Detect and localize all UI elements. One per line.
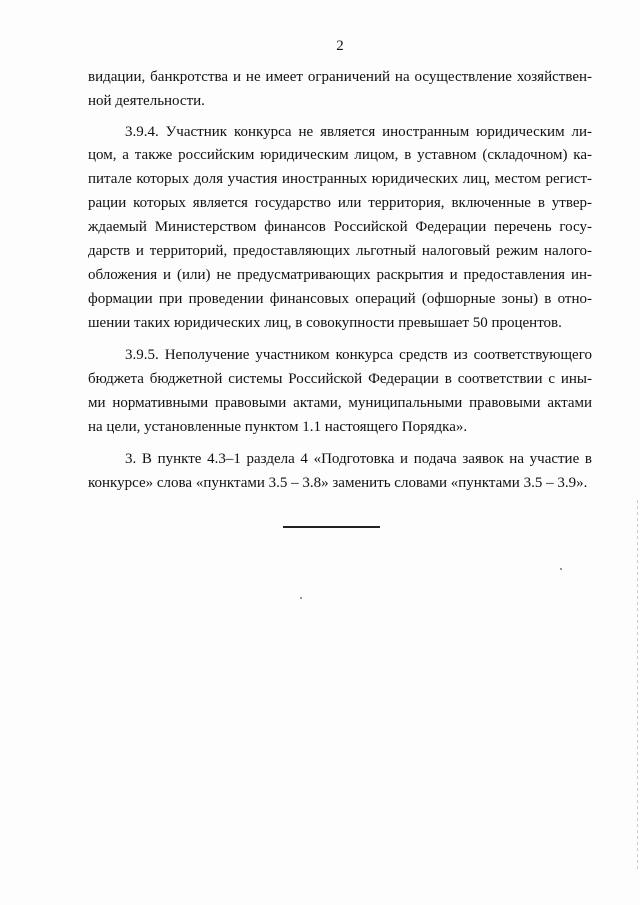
text-line: 3.9.4. Участник конкурса не является иностранным юридическим ли- bbox=[125, 124, 592, 140]
text-line: ми нормативными правовыми актами, муниципальными правовыми актами bbox=[88, 395, 592, 411]
separator-line bbox=[283, 526, 380, 528]
text-line: дарств и территорий, предоставляющих льготный налоговый режим налого- bbox=[88, 243, 592, 259]
text-line: питале которых доля участия иностранных юридических лиц, местом регист- bbox=[88, 171, 592, 187]
scan-speck bbox=[560, 568, 562, 570]
text-line: бюджета бюджетной системы Российской Федерации в соответствии с ины- bbox=[88, 371, 592, 387]
scan-speck bbox=[300, 597, 302, 599]
text-line: шении таких юридических лиц, в совокупности превышает 50 процентов. bbox=[88, 315, 562, 331]
text-line: 3. В пункте 4.3–1 раздела 4 «Подготовка и подача заявок на участие в bbox=[125, 451, 592, 467]
text-line: конкурсе» слова «пунктами 3.5 – 3.8» заменить словами «пунктами 3.5 – 3.9». bbox=[88, 475, 588, 491]
text-line: цом, а также российским юридическим лицом, в уставном (складочном) ка- bbox=[88, 147, 592, 163]
text-line: видации, банкротства и не имеет ограничений на осуществление хозяйствен- bbox=[88, 69, 592, 85]
text-line: рации которых является государство или территория, включенные в утвер- bbox=[88, 195, 592, 211]
text-line: 3.9.5. Неполучение участником конкурса средств из соответствующего bbox=[125, 347, 592, 363]
text-line: ждаемый Министерством финансов Российской Федерации перечень госу- bbox=[88, 219, 592, 235]
text-line: на цели, установленные пунктом 1.1 настоящего Порядка». bbox=[88, 419, 468, 435]
text-line: обложения и (или) не предусматривающих раскрытия и предоставления ин- bbox=[88, 267, 592, 283]
text-line: формации при проведении финансовых операций (офшорные зоны) в отно- bbox=[88, 291, 592, 307]
page-number: 2 bbox=[336, 38, 344, 54]
scan-edge-dots bbox=[637, 500, 638, 870]
text-line: ной деятельности. bbox=[88, 93, 205, 109]
